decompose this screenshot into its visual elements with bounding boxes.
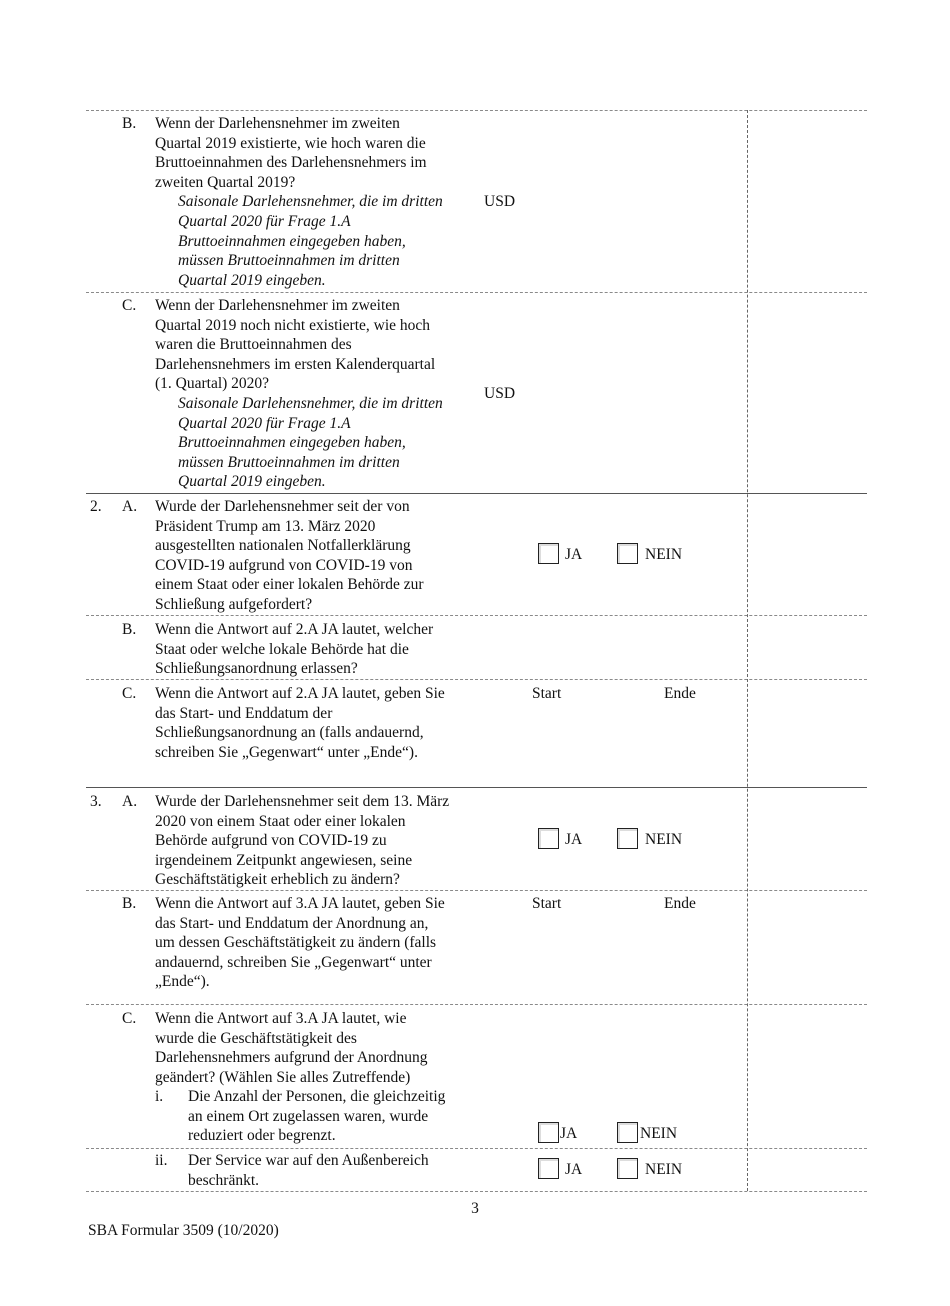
question-line: COVID-19 aufgrund von COVID-19 von [155, 556, 413, 574]
question-line: Geschäftstätigkeit erheblich zu ändern? [155, 871, 400, 889]
row-divider [86, 1191, 867, 1192]
q3a-yes-label: JA [565, 831, 583, 848]
q3c-i-yes-checkbox[interactable] [538, 1122, 559, 1143]
roman-numeral: i. [155, 1088, 164, 1105]
q2a-text [155, 497, 485, 615]
row-divider [86, 615, 867, 616]
seasonal-note-line: Quartal 2019 eingeben. [178, 473, 326, 491]
q3c-i-no-label: NEIN [640, 1125, 678, 1142]
question-line: (1. Quartal) 2020? [155, 375, 270, 393]
q2a-letter: A. [122, 498, 138, 515]
q3b-text [155, 894, 485, 992]
q2c-letter: C. [122, 685, 137, 702]
question-line: ausgestellten nationalen Notfallerklärung [155, 537, 411, 555]
question-line: Quartal 2019 existierte, wie hoch waren die [155, 134, 426, 152]
q3c-ii-yes-checkbox[interactable] [538, 1158, 559, 1179]
q3c-i-no-checkbox[interactable] [617, 1122, 638, 1143]
seasonal-note-line: Bruttoeinnahmen eingegeben haben, [178, 232, 406, 250]
q3c-letter: C. [122, 1010, 137, 1027]
q1b-letter: B. [122, 115, 137, 132]
question-line: andauernd, schreiben Sie „Gegenwart“ unter [155, 953, 432, 971]
question-line: Wurde der Darlehensnehmer seit dem 13. März [155, 793, 450, 810]
question-line: Darlehensnehmers aufgrund der Anordnung [155, 1049, 428, 1067]
seasonal-note-line: Quartal 2019 eingeben. [178, 271, 326, 289]
q1b-text [155, 114, 485, 290]
form-footer: SBA Formular 3509 (10/2020) [88, 1222, 279, 1239]
q1b-currency-label: USD [484, 193, 516, 210]
q3c-option-ii [155, 1151, 485, 1190]
seasonal-note-line: müssen Bruttoeinnahmen im dritten [178, 252, 400, 270]
q3-number: 3. [90, 793, 102, 810]
q3a-no-checkbox[interactable] [617, 828, 638, 849]
row-divider [86, 110, 867, 111]
q2a-yes-label: JA [565, 546, 583, 563]
seasonal-note-line: Saisonale Darlehensnehmer, die im dritten [178, 394, 443, 412]
q2c-end-label: Ende [664, 685, 696, 702]
seasonal-note-line: Quartal 2020 für Frage 1.A [178, 212, 351, 230]
question-line: Bruttoeinnahmen des Darlehensnehmers im [155, 154, 427, 172]
q2-number: 2. [90, 498, 102, 515]
question-line: Wenn der Darlehensnehmer im zweiten [155, 297, 400, 314]
question-line: Staat oder welche lokale Behörde hat die [155, 640, 409, 658]
roman-numeral: ii. [155, 1152, 168, 1169]
q3a-yes-checkbox[interactable] [538, 828, 559, 849]
q2b-letter: B. [122, 621, 137, 638]
q3b-end-label: Ende [664, 895, 696, 912]
q3c-ii-no-label: NEIN [645, 1161, 683, 1178]
q3a-letter: A. [122, 793, 138, 810]
q2a-no-label: NEIN [645, 546, 683, 563]
q1c-currency-label: USD [484, 385, 516, 402]
q3c-ii-yes-label: JA [565, 1161, 583, 1178]
option-line: an einem Ort zugelassen waren, wurde [188, 1107, 429, 1125]
row-divider [86, 1148, 867, 1149]
question-line: geändert? (Wählen Sie alles Zutreffende) [155, 1068, 411, 1086]
q3b-start-label: Start [532, 895, 562, 912]
row-divider [86, 292, 867, 293]
q3c-text [155, 1009, 485, 1087]
question-line: das Start- und Enddatum der [155, 704, 333, 722]
question-line: zweiten Quartal 2019? [155, 173, 296, 191]
question-line: schreiben Sie „Gegenwart“ unter „Ende“). [155, 743, 418, 761]
question-line: Behörde aufgrund von COVID-19 zu [155, 832, 387, 850]
q3a-no-label: NEIN [645, 831, 683, 848]
q3b-letter: B. [122, 895, 137, 912]
question-line: Schließung aufgefordert? [155, 595, 313, 613]
question-line: wurde die Geschäftstätigkeit des [155, 1029, 357, 1047]
q2b-text [155, 620, 485, 679]
q2a-yes-checkbox[interactable] [538, 543, 559, 564]
row-divider [86, 1004, 867, 1005]
question-line: Wurde der Darlehensnehmer seit der von [155, 498, 410, 515]
question-line: 2020 von einem Staat oder einer lokalen [155, 812, 406, 830]
question-line: Wenn die Antwort auf 2.A JA lautet, welcher [155, 621, 434, 638]
q1c-text [155, 296, 485, 492]
question-line: Wenn die Antwort auf 3.A JA lautet, geben Sie [155, 895, 445, 912]
column-divider [747, 110, 748, 1191]
seasonal-note-line: Bruttoeinnahmen eingegeben haben, [178, 434, 406, 452]
section-divider [86, 787, 867, 788]
section-divider [86, 493, 867, 494]
question-line: Wenn der Darlehensnehmer im zweiten [155, 115, 400, 132]
question-line: um dessen Geschäftstätigkeit zu ändern (falls [155, 934, 437, 952]
question-line: Darlehensnehmers im ersten Kalenderquartal [155, 355, 436, 373]
question-line: Wenn die Antwort auf 2.A JA lautet, geben Sie [155, 685, 445, 702]
option-line: reduziert oder begrenzt. [188, 1127, 336, 1145]
option-line: Der Service war auf den Außenbereich [188, 1152, 429, 1169]
seasonal-note-line: müssen Bruttoeinnahmen im dritten [178, 453, 400, 471]
q3c-option-i [155, 1087, 485, 1146]
q2c-text [155, 684, 485, 762]
seasonal-note-line: Quartal 2020 für Frage 1.A [178, 414, 351, 432]
question-line: einem Staat oder einer lokalen Behörde zur [155, 576, 424, 594]
q2c-start-label: Start [532, 685, 562, 702]
row-divider [86, 890, 867, 891]
question-line: Wenn die Antwort auf 3.A JA lautet, wie [155, 1010, 407, 1027]
question-line: Quartal 2019 noch nicht existierte, wie hoch [155, 316, 431, 334]
option-line: Die Anzahl der Personen, die gleichzeitig [188, 1088, 446, 1105]
question-line: waren die Bruttoeinnahmen des [155, 336, 352, 354]
q3a-text [155, 792, 485, 890]
question-line: Schließungsanordnung erlassen? [155, 660, 358, 678]
q3c-i-yes-label: JA [560, 1125, 578, 1142]
question-line: das Start- und Enddatum der Anordnung an, [155, 914, 429, 932]
question-line: irgendeinem Zeitpunkt angewiesen, seine [155, 851, 413, 869]
q1c-letter: C. [122, 297, 137, 314]
q2a-no-checkbox[interactable] [617, 543, 638, 564]
question-line: Schließungsanordnung an (falls andauernd, [155, 724, 424, 742]
seasonal-note-line: Saisonale Darlehensnehmer, die im dritten [178, 193, 443, 211]
option-line: beschränkt. [188, 1171, 260, 1189]
row-divider [86, 679, 867, 680]
page-number: 3 [471, 1200, 479, 1217]
question-line: Präsident Trump am 13. März 2020 [155, 517, 376, 535]
question-line: „Ende“). [155, 973, 210, 991]
q3c-ii-no-checkbox[interactable] [617, 1158, 638, 1179]
